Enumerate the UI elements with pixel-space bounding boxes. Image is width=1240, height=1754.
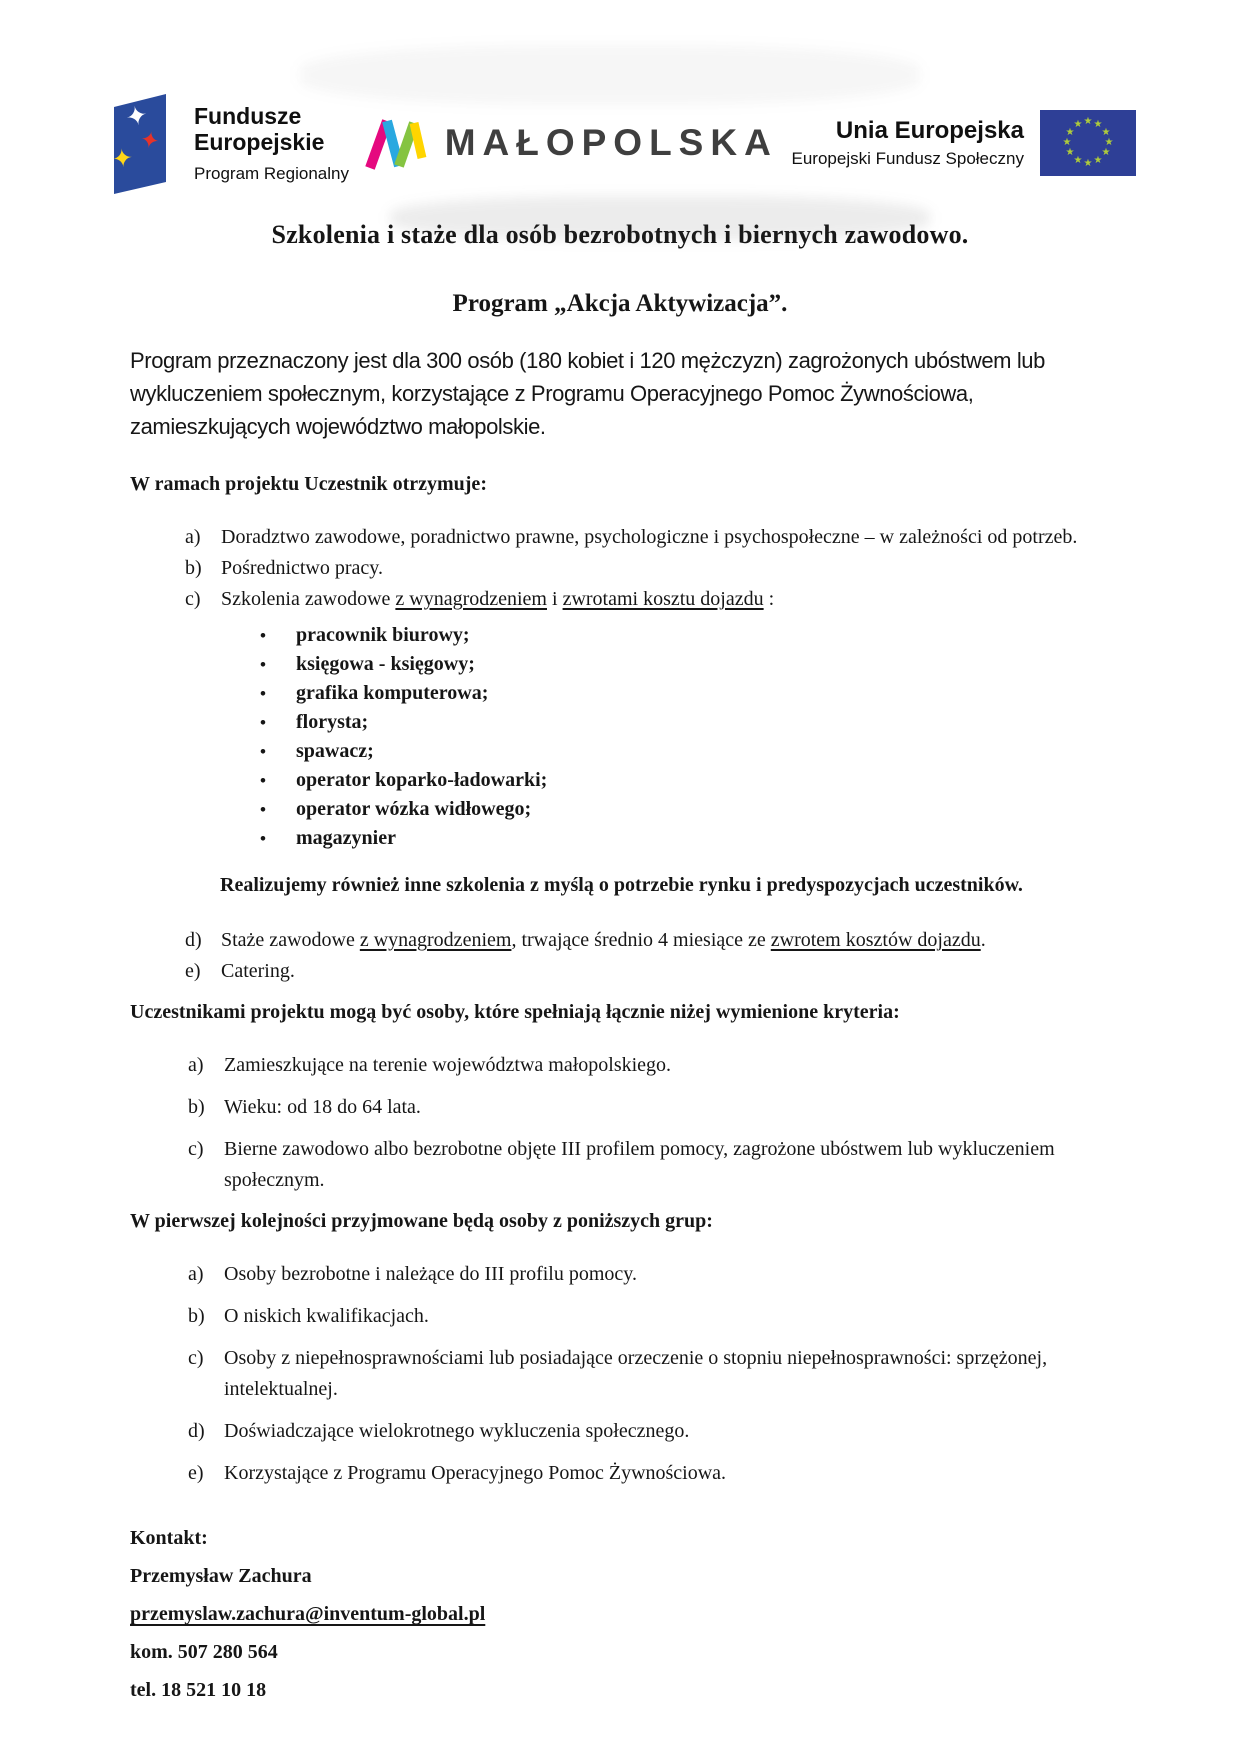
eu-flag-icon — [1040, 110, 1136, 176]
additional-trainings-note: Realizujemy również inne szkolenia z myślą o potrzebie rynku i predyspozycjach uczestników. — [220, 874, 1023, 896]
sparkle-star-icon: ✦ — [123, 100, 151, 134]
bullet-item — [260, 824, 1110, 853]
bullet-icon: • — [260, 655, 266, 674]
list-item — [188, 1134, 1110, 1196]
contact-mobile: kom. 507 280 564 — [130, 1641, 278, 1663]
bullet-item — [260, 795, 1110, 824]
eu-star-icon: ★ — [1083, 116, 1093, 127]
list-item — [188, 1050, 1110, 1081]
page-subtitle: Program „Akcja Aktywizacja”. — [452, 290, 788, 317]
bullet-item — [260, 679, 1110, 708]
bullet-icon: • — [260, 800, 266, 819]
logo-header — [0, 0, 1240, 196]
list-letter: a) — [185, 526, 201, 548]
list-item — [185, 553, 1110, 584]
bullet-text: operator koparko-ładowarki; — [296, 769, 548, 791]
list-letter: c) — [188, 1347, 204, 1369]
fundusze-title-line1: Fundusze — [194, 102, 302, 129]
list-item — [185, 522, 1110, 553]
contact-email-link[interactable]: przemyslaw.zachura@inventum-global.pl — [130, 1603, 486, 1625]
list-text: Staże zawodowe z wynagrodzeniem, trwające średnio 4 miesiące ze zwrotem kosztów dojazdu. — [221, 929, 986, 951]
list-letter: d) — [185, 929, 202, 951]
bullet-icon: • — [260, 829, 266, 848]
list-letter: b) — [185, 557, 202, 579]
fundusze-flag-icon — [100, 90, 180, 196]
list-text: Wieku: od 18 do 64 lata. — [224, 1096, 421, 1118]
section3-list — [130, 1259, 1110, 1489]
eu-star-icon: ★ — [1101, 127, 1111, 138]
eu-star-icon: ★ — [1093, 119, 1103, 130]
page-title: Szkolenia i staże dla osób bezrobotnych i biernych zawodowo. — [271, 220, 969, 249]
list-item — [185, 584, 1110, 615]
list-item — [188, 1259, 1110, 1290]
list-item — [188, 1092, 1110, 1123]
contact-block — [130, 1527, 1110, 1702]
list-letter: d) — [188, 1420, 205, 1442]
bullet-text: spawacz; — [296, 740, 374, 762]
list-item — [188, 1416, 1110, 1447]
section3-heading: W pierwszej kolejności przyjmowane będą osoby z poniższych grup: — [130, 1210, 713, 1232]
eu-subtitle: Europejski Fundusz Społeczny — [791, 149, 1024, 168]
sparkle-star-icon: ✦ — [110, 142, 135, 175]
list-letter: b) — [188, 1305, 205, 1327]
malopolska-logo — [363, 114, 778, 172]
list-text: Zamieszkujące na terenie województwa małopolskiego. — [224, 1054, 672, 1076]
section1-heading: W ramach projektu Uczestnik otrzymuje: — [130, 473, 487, 495]
document-content — [0, 218, 1240, 1702]
list-text: O niskich kwalifikacjach. — [224, 1305, 429, 1327]
bullet-icon: • — [260, 771, 266, 790]
trainings-bullet-list — [130, 621, 1110, 853]
bullet-text: operator wózka widłowego; — [296, 798, 532, 820]
list-item — [188, 1343, 1110, 1405]
bullet-text: grafika komputerowa; — [296, 682, 489, 704]
fundusze-title-line2: Europejskie — [194, 128, 325, 155]
bullet-text: magazynier — [296, 827, 396, 849]
list-letter: b) — [188, 1096, 205, 1118]
eu-star-icon: ★ — [1104, 137, 1114, 148]
list-letter: a) — [188, 1054, 204, 1076]
fundusze-subtitle: Program Regionalny — [194, 163, 349, 183]
eu-star-icon: ★ — [1073, 155, 1083, 166]
section1-list-continued — [130, 925, 1110, 987]
list-text: Bierne zawodowo albo bezrobotne objęte III profilem pomocy, zagrożone ubóstwem lub wykluczeniem społecznym. — [224, 1138, 1055, 1191]
list-letter: e) — [185, 960, 201, 982]
intro-paragraph: Program przeznaczony jest dla 300 osób (180 kobiet i 120 mężczyzn) zagrożonych ubóstwem lub wykluczeniem społecznym, korzystające z Programu Operacyjnego Pomoc Żywnościowa, zamieszkujących województwo małopolskie. — [130, 348, 1045, 439]
bullet-text: księgowa - księgowy; — [296, 653, 475, 675]
list-letter: c) — [188, 1138, 204, 1160]
fundusze-europejskie-logo — [100, 90, 349, 196]
sparkle-star-icon: ✦ — [137, 126, 162, 156]
list-item — [188, 1301, 1110, 1332]
eu-title: Unia Europejska — [835, 117, 1024, 144]
contact-name: Przemysław Zachura — [130, 1565, 312, 1587]
list-item — [185, 956, 1110, 987]
list-text: Pośrednictwo pracy. — [221, 557, 383, 579]
eu-star-icon: ★ — [1065, 147, 1075, 158]
contact-label: Kontakt: — [130, 1527, 208, 1549]
eu-star-icon: ★ — [1065, 127, 1075, 138]
list-text: Catering. — [221, 960, 295, 982]
bullet-icon: • — [260, 684, 266, 703]
malopolska-m-icon — [363, 114, 429, 172]
section1-list — [130, 522, 1110, 615]
bullet-icon: • — [260, 742, 266, 761]
bullet-item — [260, 766, 1110, 795]
list-text: Szkolenia zawodowe z wynagrodzeniem i zwrotami kosztu dojazdu : — [221, 588, 775, 610]
list-text: Osoby z niepełnosprawnościami lub posiadające orzeczenie o stopniu niepełnosprawności: sprzężonej, intelektualnej. — [224, 1347, 1048, 1400]
eu-star-icon: ★ — [1093, 155, 1103, 166]
malopolska-wordmark: MAŁOPOLSKA — [444, 122, 778, 163]
eu-star-icon: ★ — [1083, 158, 1093, 169]
eu-star-icon: ★ — [1062, 137, 1072, 148]
section2-heading: Uczestnikami projektu mogą być osoby, które spełniają łącznie niżej wymienione kryteria: — [130, 1001, 900, 1023]
list-item — [188, 1458, 1110, 1489]
list-text: Doradztwo zawodowe, poradnictwo prawne, psychologiczne i psychospołeczne – w zależności od potrzeb. — [221, 526, 1078, 548]
list-item — [185, 925, 1110, 956]
eu-star-icon: ★ — [1101, 147, 1111, 158]
unia-europejska-logo — [792, 110, 1136, 176]
list-letter: e) — [188, 1462, 204, 1484]
list-letter: a) — [188, 1263, 204, 1285]
section2-list — [130, 1050, 1110, 1196]
bullet-text: florysta; — [296, 711, 369, 733]
list-text: Korzystające z Programu Operacyjnego Pomoc Żywnościowa. — [224, 1462, 727, 1484]
bullet-item — [260, 708, 1110, 737]
list-text: Osoby bezrobotne i należące do III profilu pomocy. — [224, 1263, 637, 1285]
eu-star-icon: ★ — [1073, 119, 1083, 130]
bullet-icon: • — [260, 626, 266, 645]
eu-logo-text — [792, 117, 1024, 169]
list-text: Doświadczające wielokrotnego wykluczenia społecznego. — [224, 1420, 690, 1442]
bullet-item — [260, 621, 1110, 650]
bullet-item — [260, 650, 1110, 679]
list-letter: c) — [185, 588, 201, 610]
bullet-text: pracownik biurowy; — [296, 624, 470, 646]
contact-phone: tel. 18 521 10 18 — [130, 1679, 267, 1701]
bullet-icon: • — [260, 713, 266, 732]
bullet-item — [260, 737, 1110, 766]
fundusze-logo-text — [194, 103, 349, 184]
